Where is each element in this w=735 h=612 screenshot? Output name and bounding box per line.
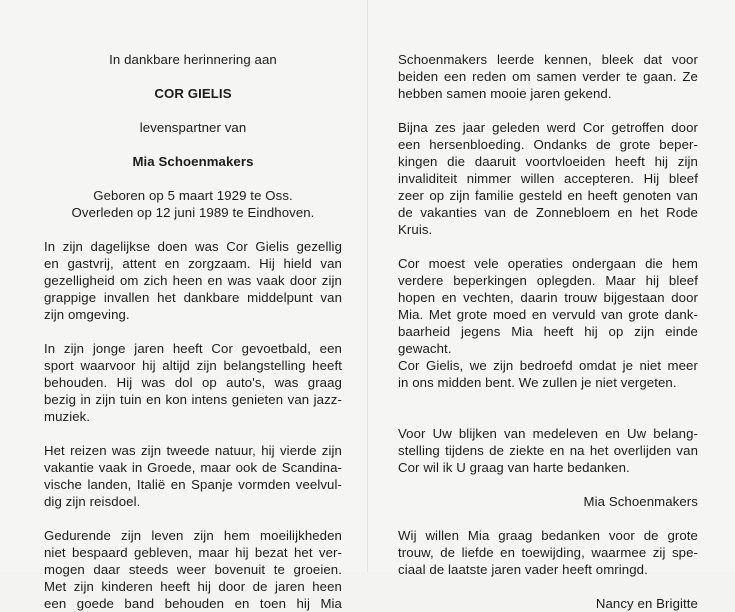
text-line: gewacht.	[398, 341, 452, 356]
text-line: baarheid jegens Mia heeft hij op zijn einde	[398, 324, 698, 339]
partner-name: Mia Schoenmakers	[132, 154, 254, 169]
signature-children: Nancy en Brigitte	[595, 596, 698, 611]
text-line: vische landen, Italië en Spanje vormden veelvul-	[44, 477, 342, 492]
paragraph-3	[44, 442, 342, 510]
text-line: sport waarvoor hij altijd zijn belangstelling heeft	[44, 358, 342, 373]
text-line: Schoenmakers leerde kennen, bleek dat voor	[398, 52, 698, 67]
left-column	[44, 51, 342, 612]
text-line: behouden. Hij was dol op auto's, was graag	[44, 375, 342, 390]
fold-line	[367, 0, 368, 572]
text-line: trouw, de liefde en toewijding, waarmee zij spe-	[398, 545, 698, 560]
paragraph-9	[398, 527, 698, 578]
text-line: hopen en vechten, daarin trouw bijgestaan door	[398, 290, 698, 305]
text-line: Bijna zes jaar geleden werd Cor getroffen door	[398, 120, 698, 135]
deceased-name: COR GIELIS	[154, 86, 232, 101]
paragraph-1	[44, 238, 342, 323]
text-line: zijn omgeving.	[44, 307, 130, 322]
text-line: Kruis.	[398, 222, 433, 237]
text-line: in ons midden bent. We zullen je niet vergeten.	[398, 375, 677, 390]
text-line: invaliditeit nimmer willen accepteren. Hij bleef	[398, 171, 698, 186]
text-line: verdere beperkingen oplegden. Maar hij bleef	[398, 273, 698, 288]
text-line: mogen daar steeds weer bovenuit te groeien.	[44, 562, 342, 577]
paragraph-4	[44, 527, 342, 612]
text-line: en gastvrij, attent en zorgzaam. Hij hield van	[44, 256, 342, 271]
right-column	[398, 51, 698, 612]
text-line: vakantie vaak in Groede, maar ook de Scandina-	[44, 460, 342, 475]
paragraph-2	[44, 340, 342, 425]
text-line: hebben samen mooie jaren gekend.	[398, 86, 612, 101]
text-line: een hersenbloeding. Ondanks de grote beper-	[398, 137, 698, 152]
paragraph-7	[398, 255, 698, 391]
text-line: ciaal de laatste jaren vader heeft omringd.	[398, 562, 648, 577]
text-line: In zijn jonge jaren heeft Cor gevoetbald, een	[44, 341, 342, 356]
text-line: kingen die daaruit voortvloeiden heeft hij zijn	[398, 154, 698, 169]
paragraph-5	[398, 51, 698, 102]
text-line: bezig in zijn tuin en kon intens genieten van jazz-	[44, 392, 342, 407]
text-line: de vakanties van de Zonnebloem en het Rode	[398, 205, 698, 220]
intro-text: In dankbare herinnering aan	[109, 52, 277, 67]
signature-mia: Mia Schoenmakers	[583, 494, 698, 509]
text-line: gezelligheid om zich heen en was vaak door zijn	[44, 273, 342, 288]
text-line: Wij willen Mia graag bedanken voor de grote	[398, 528, 698, 543]
text-line: Cor moest vele operaties ondergaan die hem	[398, 256, 698, 271]
text-line: beiden een reden om samen verder te gaan. Ze	[398, 69, 698, 84]
text-line: Gedurende zijn leven zijn hem moeilijkheden	[44, 528, 342, 543]
text-line: Met zijn kinderen heeft hij door de jaren heen	[44, 579, 342, 594]
text-line: Het reizen was zijn tweede natuur, hij vierde zijn	[44, 443, 342, 458]
paragraph-8	[398, 425, 698, 476]
text-line: Voor Uw blijken van medeleven en Uw belang-	[398, 426, 698, 441]
death-line: Overleden op 12 juni 1989 te Eindhoven.	[71, 205, 315, 220]
text-line: Cor Gielis, we zijn bedroefd omdat je niet meer	[398, 358, 698, 373]
text-line: In zijn dagelijkse doen was Cor Gielis gezellig	[44, 239, 342, 254]
paragraph-6	[398, 119, 698, 238]
text-line: zeer op zijn familie gesteld en heeft genoten van	[398, 188, 698, 203]
text-line: Mia. Met grote moed en vervuld van grote dank-	[398, 307, 698, 322]
partner-label: levenspartner van	[139, 120, 247, 135]
text-line: niet bespaard gebleven, maar hij bezat het ver-	[44, 545, 342, 560]
text-line: grappige invallen het dankbare middelpunt van	[44, 290, 342, 305]
text-line: dig zijn reisdoel.	[44, 494, 141, 509]
birth-line: Geboren op 5 maart 1929 te Oss.	[93, 188, 293, 203]
text-line: een goede band behouden en toen hij Mia	[44, 596, 342, 611]
text-line: stelling tijdens de ziekte en na het overlijden van	[398, 443, 698, 458]
text-line: muziek.	[44, 409, 91, 424]
text-line: Cor wil ik U graag van harte bedanken.	[398, 460, 630, 475]
